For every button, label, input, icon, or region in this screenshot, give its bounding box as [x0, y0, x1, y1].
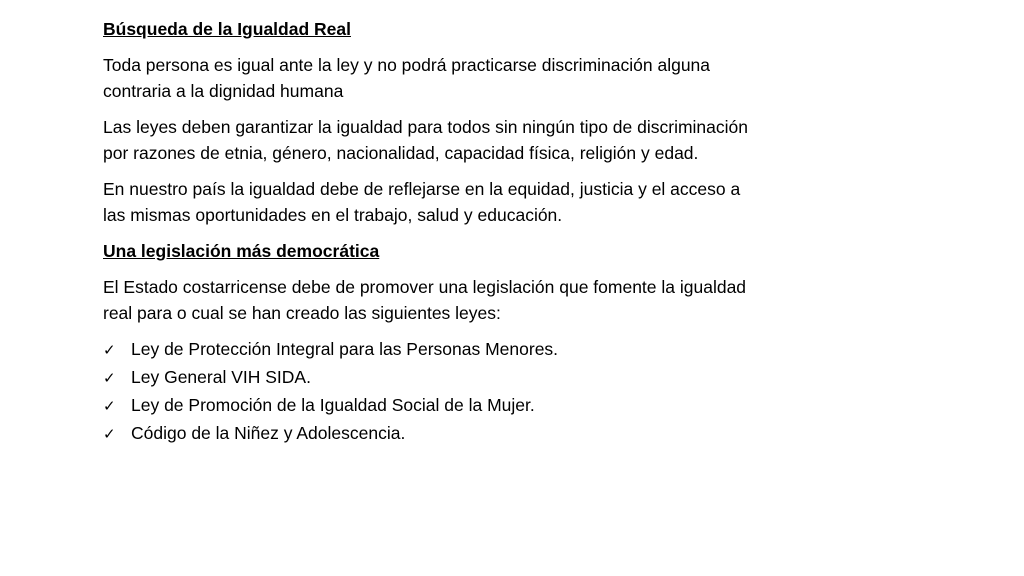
check-icon: ✓ — [103, 369, 116, 387]
law-label: Ley de Protección Integral para las Personas Menores. — [131, 339, 559, 359]
section-heading-legislacion: Una legislación más democrática — [103, 241, 380, 261]
check-icon: ✓ — [103, 341, 116, 359]
paragraph-igualdad-ley: Toda persona es igual ante la ley y no podrá practicarse discriminación alguna contraria a la dignidad humana — [103, 55, 711, 101]
laws-checklist — [103, 336, 783, 448]
list-item — [103, 336, 783, 364]
section-heading-igualdad-real: Búsqueda de la Igualdad Real — [103, 19, 351, 39]
list-item — [103, 392, 783, 420]
check-icon: ✓ — [103, 425, 116, 443]
law-label: Código de la Niñez y Adolescencia. — [131, 423, 406, 443]
paragraph-leyes-garantizar: Las leyes deben garantizar la igualdad para todos sin ningún tipo de discriminación por razones de etnia, género, nacionalidad, capacidad física, religión y edad. — [103, 117, 748, 163]
list-item — [103, 364, 783, 392]
paragraph-nuestro-pais: En nuestro país la igualdad debe de reflejarse en la equidad, justicia y el acceso a las mismas oportunidades en el trabajo, salud y educación. — [103, 179, 741, 225]
paragraph-estado-costarricense: El Estado costarricense debe de promover una legislación que fomente la igualdad real para o cual se han creado las siguientes leyes: — [103, 277, 747, 323]
check-icon: ✓ — [103, 397, 116, 415]
list-item — [103, 420, 783, 448]
document-page — [103, 16, 783, 448]
law-label: Ley de Promoción de la Igualdad Social de la Mujer. — [131, 395, 535, 415]
law-label: Ley General VIH SIDA. — [131, 367, 311, 387]
